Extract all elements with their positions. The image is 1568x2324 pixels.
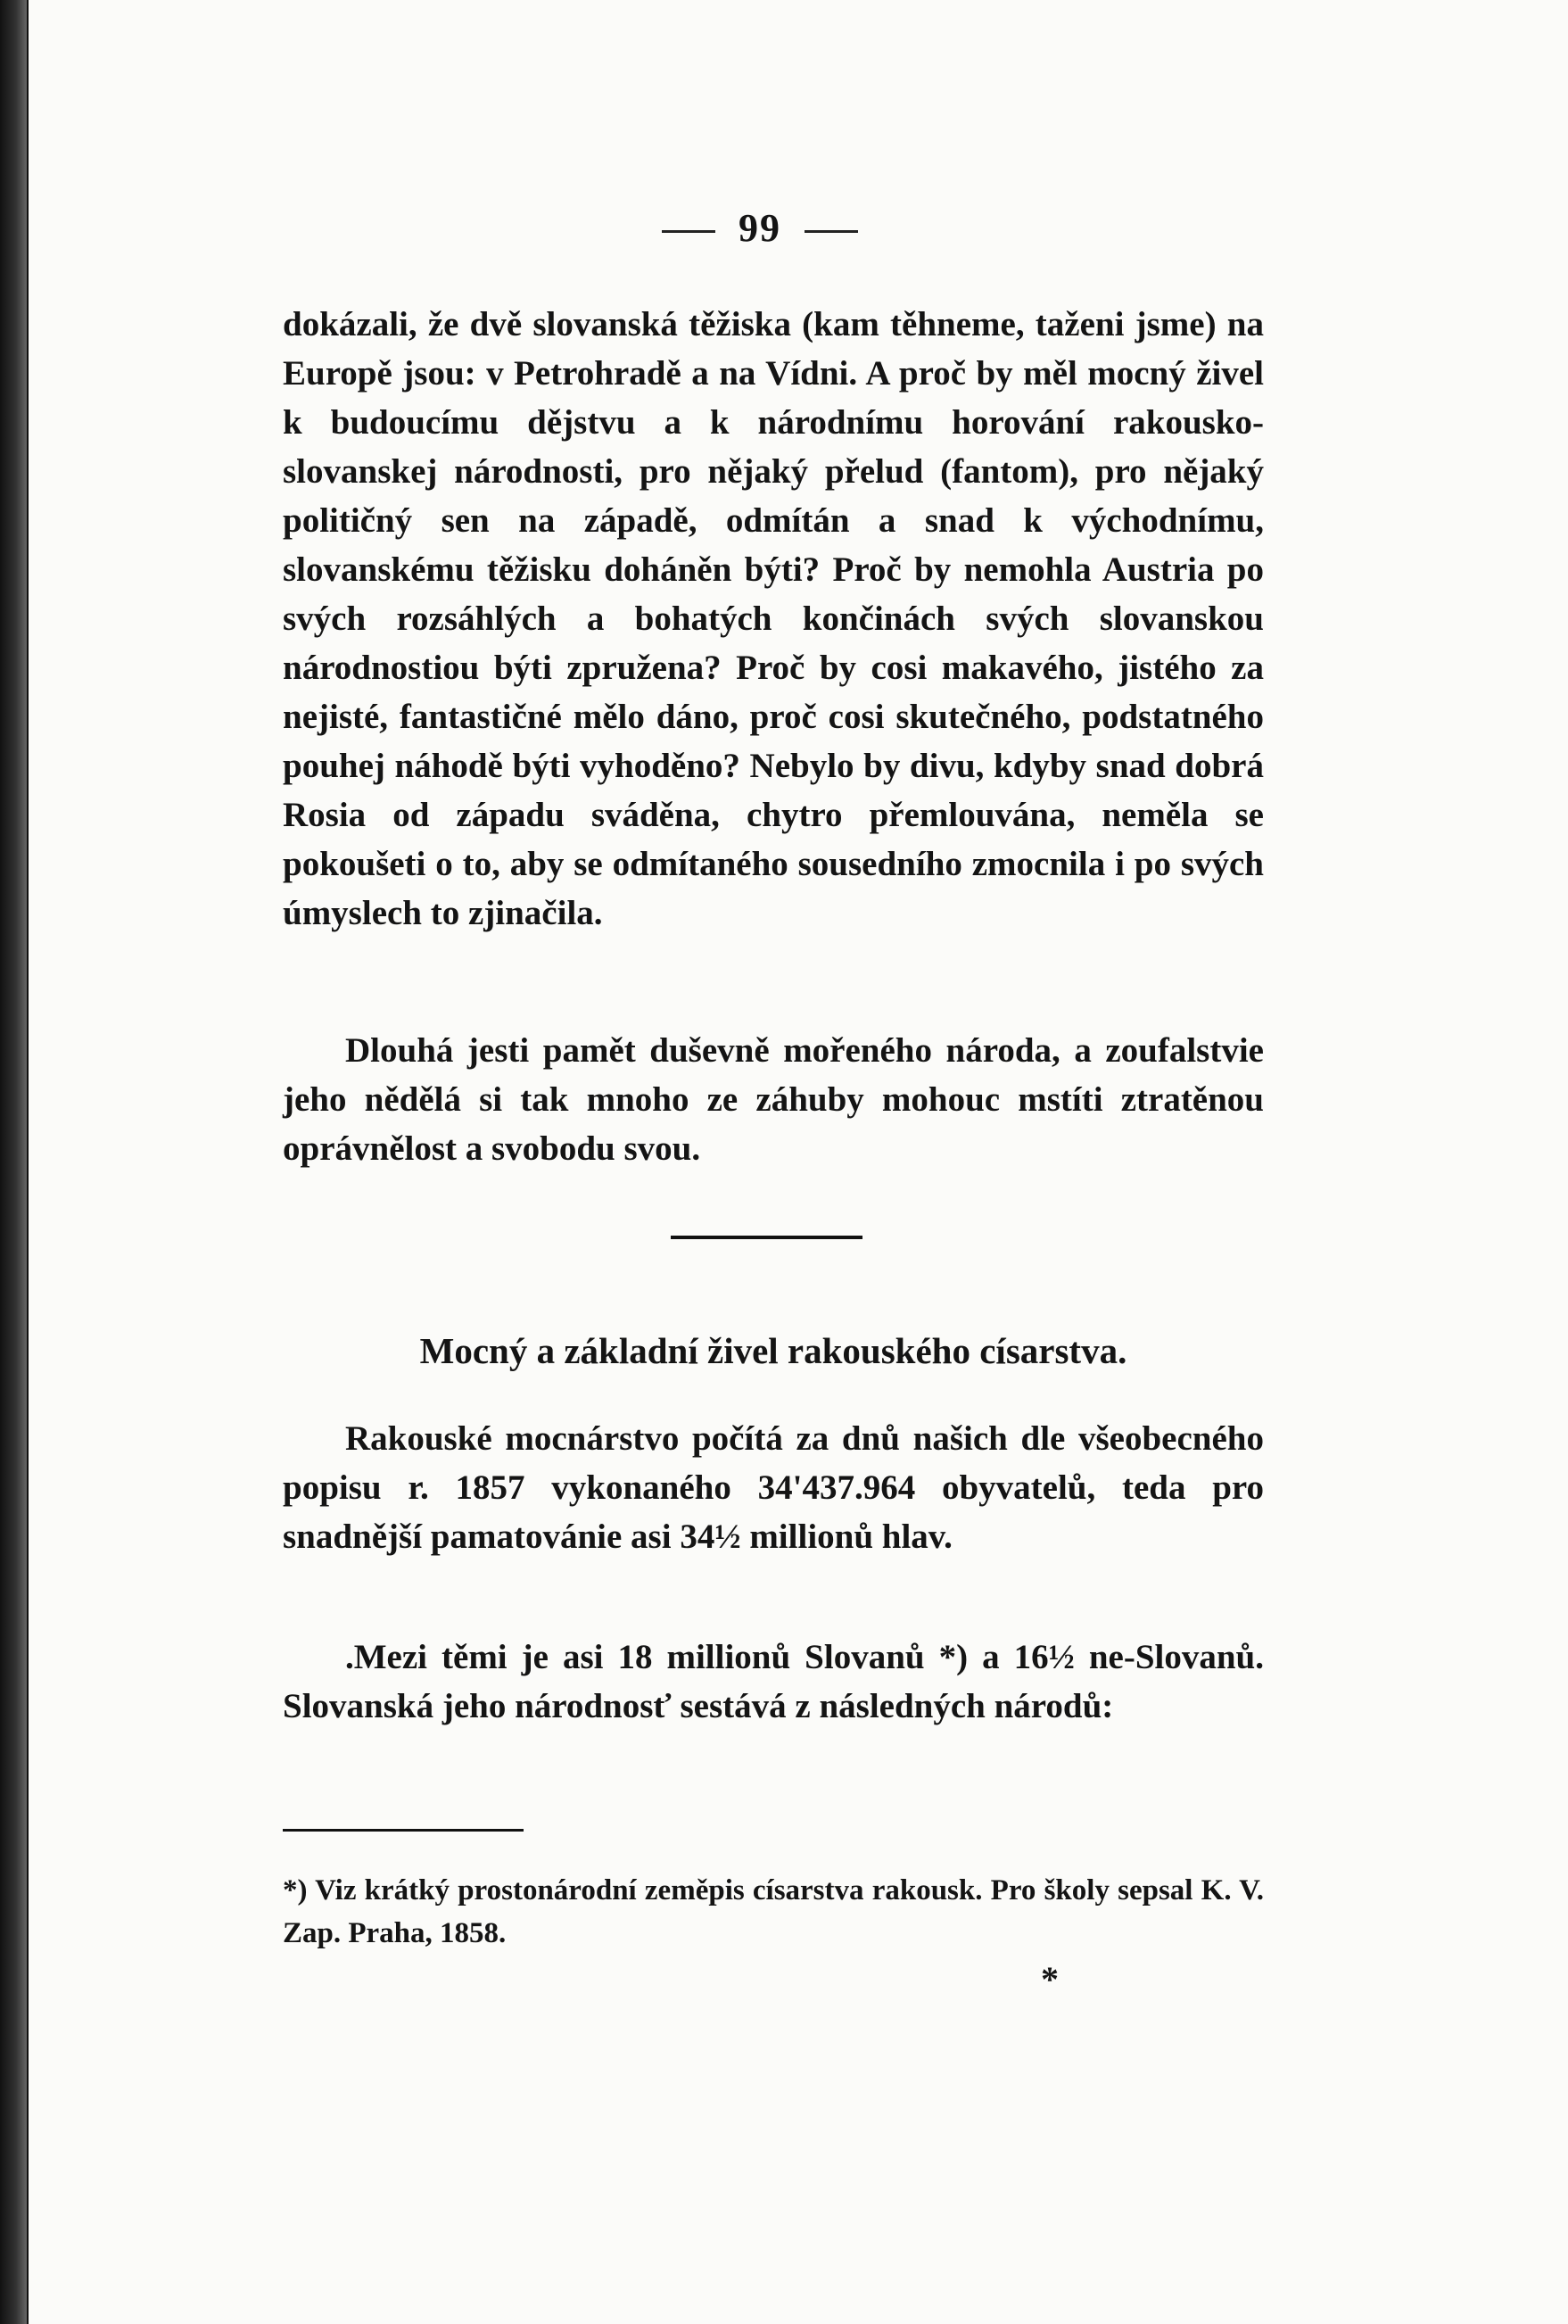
section-divider (671, 1236, 862, 1239)
section-paragraph-2: .Mezi těmi je asi 18 millionů Slovanů *) a 16½ ne-Slovanů. Slovanská jeho národnosť sestává z následných národů: (283, 1638, 1264, 1725)
document-page (27, 0, 1568, 2324)
page-number-dash-left (662, 230, 715, 233)
footnote-rule (283, 1829, 524, 1832)
section-paragraph-1: Rakouské mocnárstvo počítá za dnů našich dle všeobecného popisu r. 1857 vykonaného 34'437.964 obyvatelů, teda pro snadnější pamatovánie asi 34½ millionů hlav. (283, 1419, 1264, 1556)
page-number: 99 (739, 206, 781, 250)
page-number-dash-right (805, 230, 858, 233)
page-gutter-shadow (0, 0, 27, 2324)
printer-mark: * (1041, 1959, 1059, 1999)
paragraph-1: dokázali, že dvě slovanská těžiska (kam těhneme, taženi jsme) na Europě jsou: v Petrohradě a na Vídni. A proč by měl mocný živel k budoucímu dějstvu a k národnímu horování rakousko-slovanskej národnosti, pro nějaký přelud (fantom), pro nějaký političný sen na západě, odmítán a snad k východnímu, slovanskému těžisku doháněn býti? Proč by nemohla Austria po svých rozsáhlých a bohatých končinách svých slovanskou národnostiou býti zpružena? Proč by cosi makavého, jistého za nejisté, fantastičné mělo dáno, proč cosi skutečného, podstatného pouhej náhodě býti vyhoděno? Nebylo by divu, kdyby snad dobrá Rosia od západu sváděna, chytro přemlouvána, neměla se pokoušeti o to, aby se odmítaného sousedního zmocnila i po svých úmyslech to zjinačila. (283, 305, 1264, 932)
section-heading: Mocný a základní živel rakouského císarstva. (419, 1330, 1127, 1371)
page-number-line (29, 205, 1491, 251)
footnote: *) Viz krátký prostonárodní zeměpis císarstva rakousk. Pro školy sepsal K. V. Zap. Praha, 1858. (283, 1874, 1264, 1949)
paragraph-2: Dlouhá jesti pamět duševně mořeného národa, a zoufalstvie jeho nědělá si tak mnoho ze záhuby mohouc mstíti ztratěnou oprávnělost a svobodu svou. (283, 1031, 1264, 1168)
